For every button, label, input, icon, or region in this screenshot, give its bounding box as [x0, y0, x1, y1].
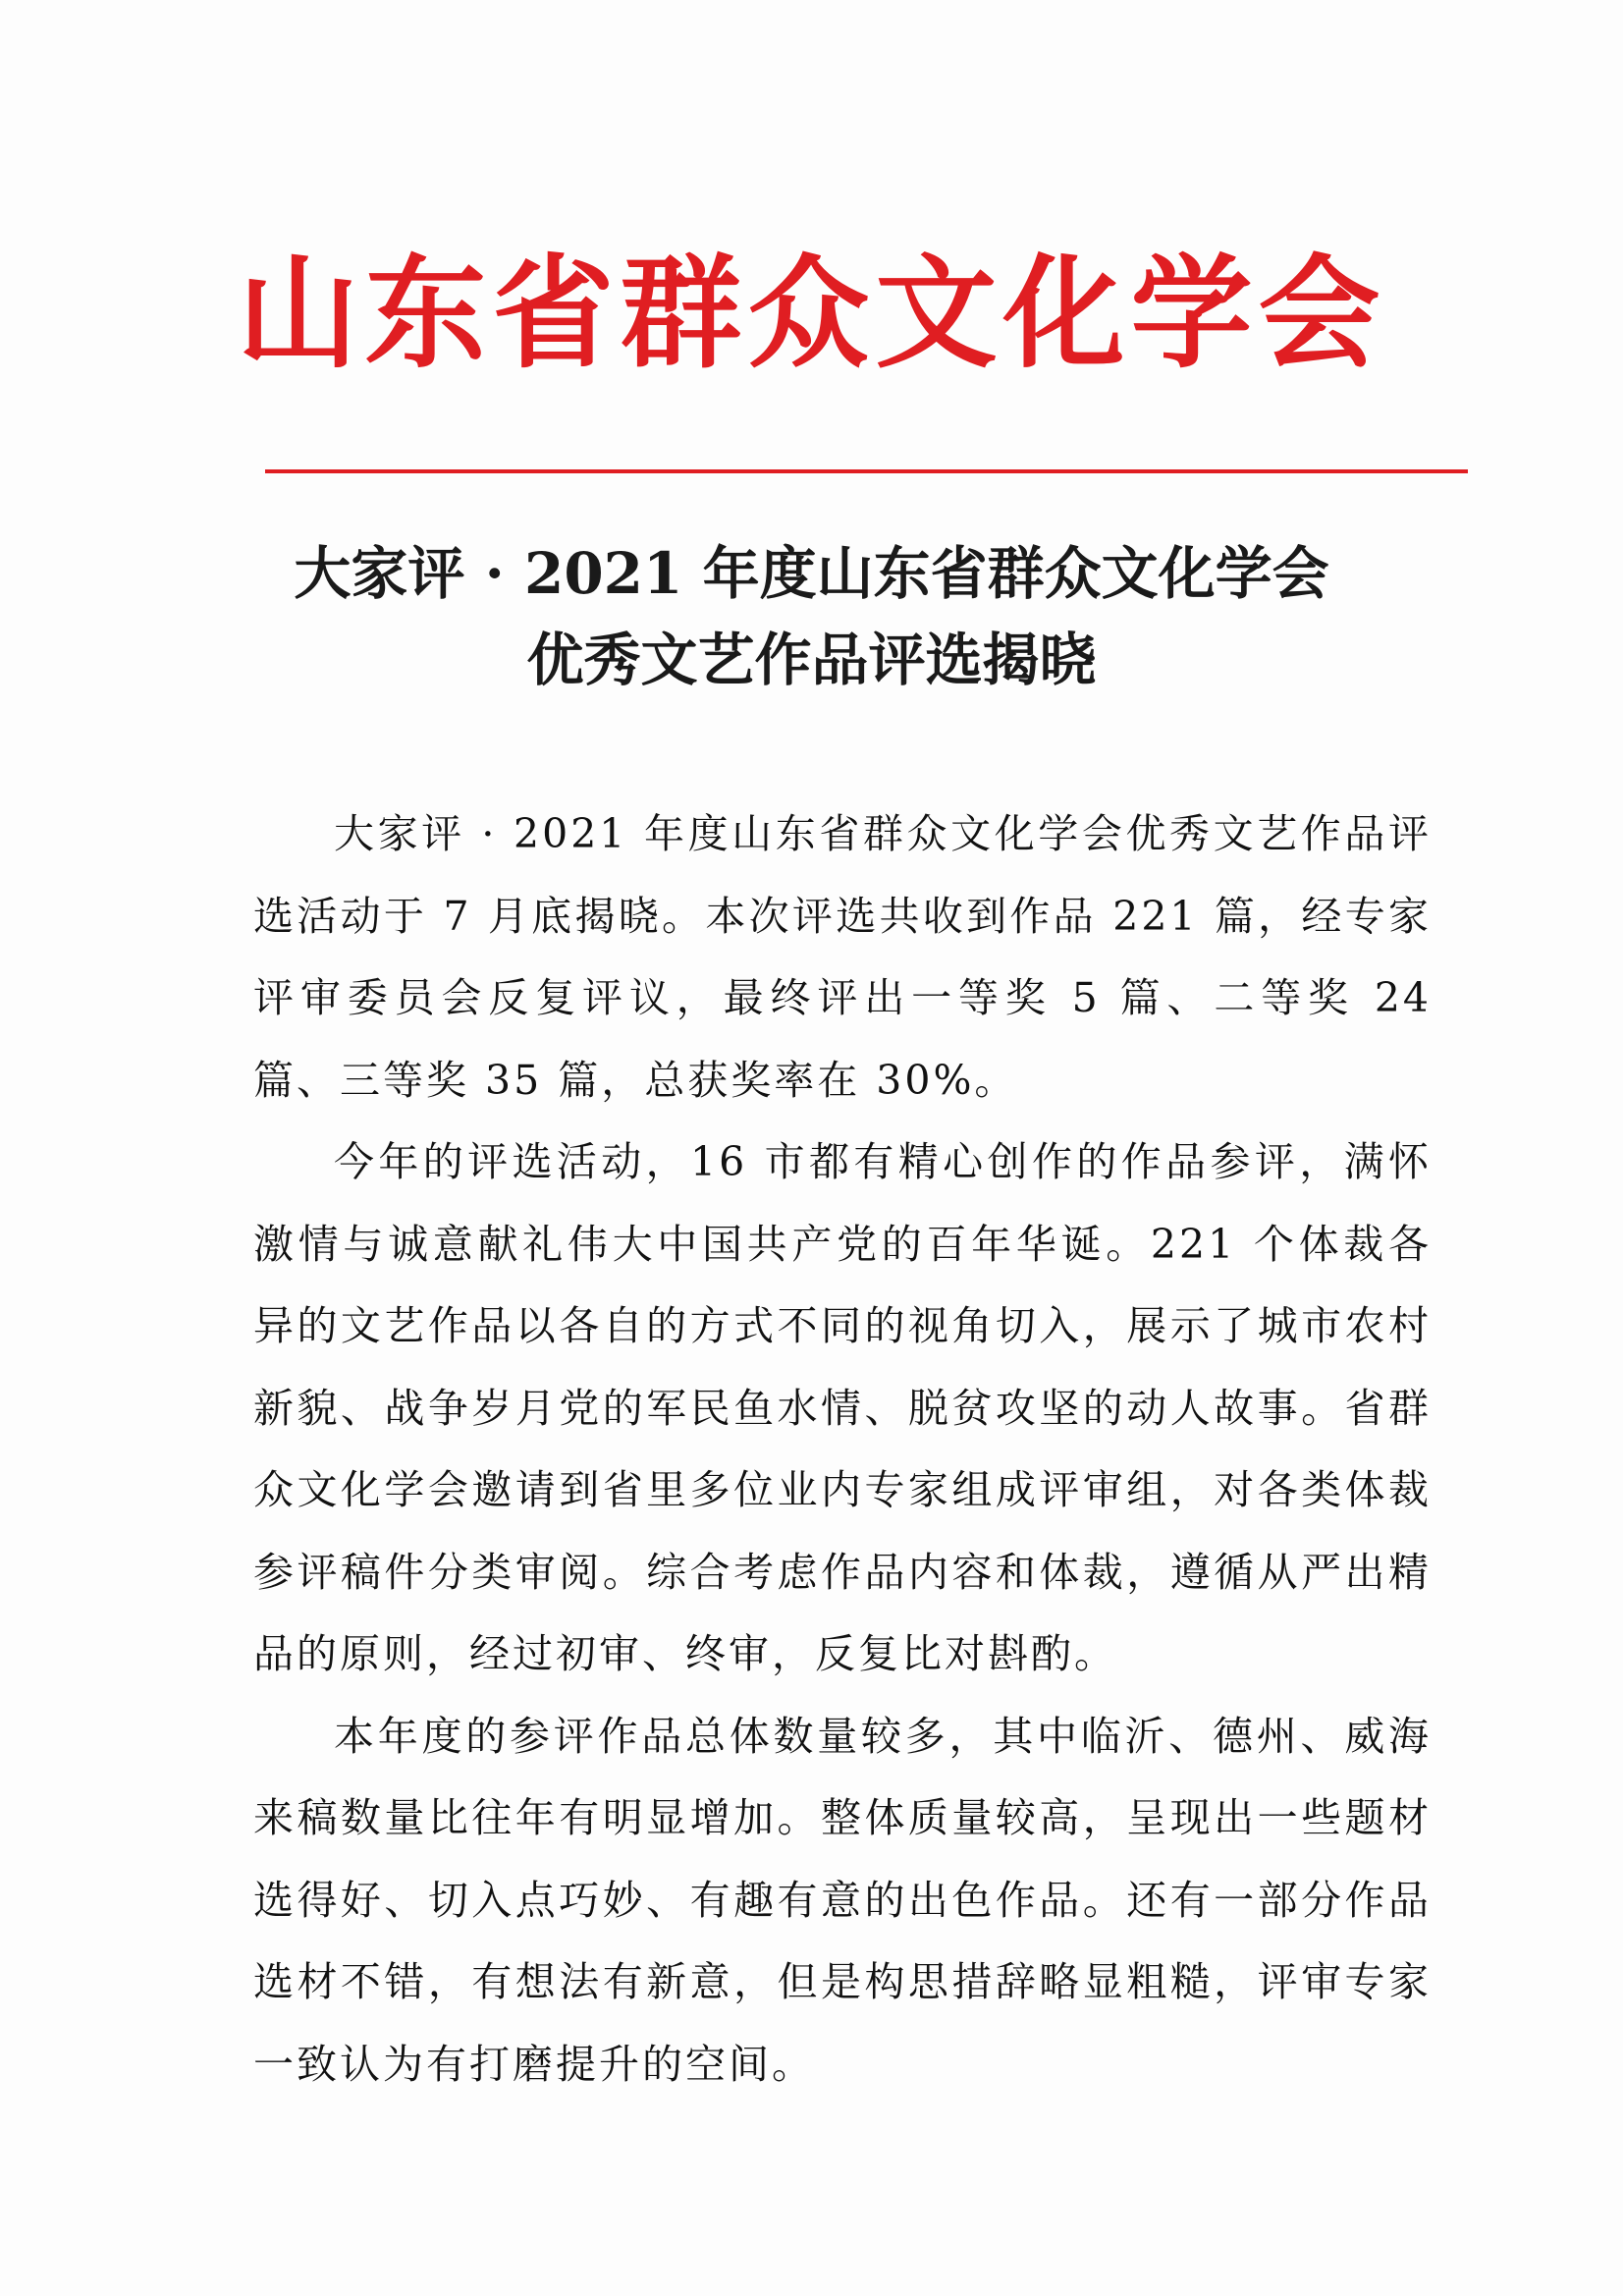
document-title [0, 530, 1623, 703]
paragraph-3: 本年度的参评作品总体数量较多，其中临沂、德州、威海来稿数量比往年有明显增加。整体质量较高，呈现出一些题材选得好、切入点巧妙、有趣有意的出色作品。还有一部分作品选材不错，有想法有新意，但是构思措辞略显粗糙，评审专家一致认为有打磨提升的空间。 [253, 1712, 1432, 2088]
organization-header: 山东省群众文化学会 [237, 243, 1386, 385]
header-divider [265, 469, 1468, 473]
document-title-line1: 大家评 · 2021 年度山东省群众文化学会 [294, 540, 1329, 607]
document-title-line2: 优秀文艺作品评选揭晓 [526, 627, 1097, 693]
paragraph-2: 今年的评选活动，16 市都有精心创作的作品参评，满怀激情与诚意献礼伟大中国共产党的百年华诞。221 个体裁各异的文艺作品以各自的方式不同的视角切入，展示了城市农村新貌、战争岁月党的军民鱼水情、脱贫攻坚的动人故事。省群众文化学会邀请到省里多位业内专家组成评审组，对各类体裁参评稿件分类审阅。综合考虑作品内容和体裁，遵循从严出精品的原则，经过初审、终审，反复比对斟酌。 [253, 1138, 1432, 1677]
paragraph-1: 大家评 · 2021 年度山东省群众文化学会优秀文艺作品评选活动于 7 月底揭晓。本次评选共收到作品 221 篇，经专家评审委员会反复评议，最终评出一等奖 5 篇、二等奖 24 篇、三等奖 35 篇，总获奖率在 30%。 [253, 810, 1432, 1104]
document-body [253, 793, 1432, 2105]
